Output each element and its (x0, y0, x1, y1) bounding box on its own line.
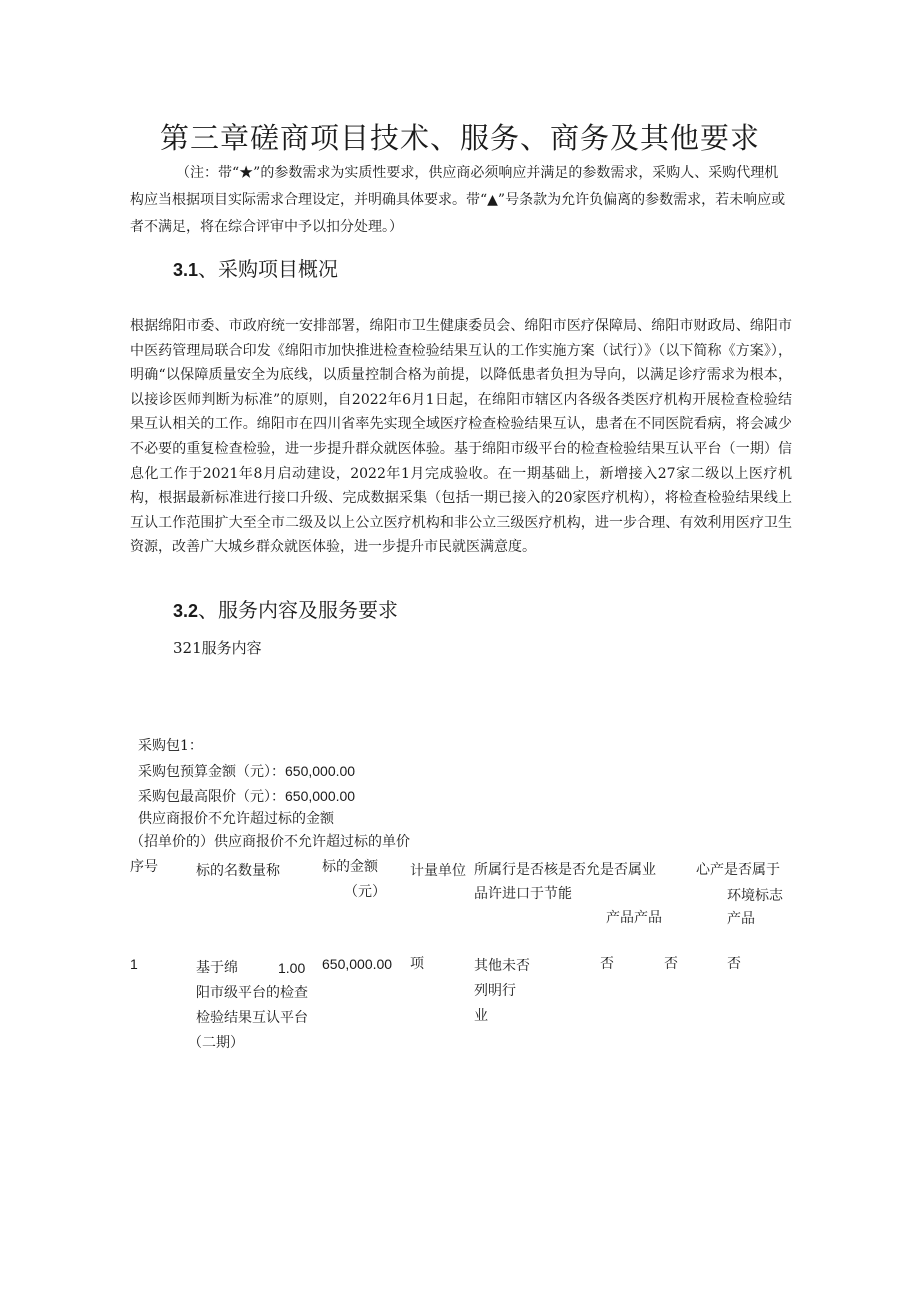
header-amount-unit: （元） (344, 884, 386, 900)
package-max-price (138, 786, 355, 806)
requirements-note: （注：带“★”的参数需求为实质性要求，供应商必须响应并满足的参数需求，采购人、采购代理机构应当根据项目实际需求合理设定，并明确具体要求。带“▲”号条款为允许负偏离的参数需求，若未响应或者不满足，将在综合评审中予以扣分处理。） (130, 165, 786, 235)
budget-value: 650,000.00 (285, 763, 356, 779)
header-seq: 序号 (130, 859, 158, 875)
header-name-qty: 标的名数量称 (196, 863, 280, 879)
header-env-3: 产品 (727, 911, 755, 927)
row-industry-1: 其他未否 (474, 958, 530, 974)
header-attributes-2: 品许进口于节能 (474, 886, 572, 902)
page-title: 第三章磋商项目技术、服务、商务及其他要求 (159, 121, 760, 155)
subsection-heading: 321服务内容 (173, 639, 262, 657)
header-amount: 标的金额 (322, 859, 378, 875)
header-attributes-3: 产品产品 (606, 910, 662, 926)
section-heading-3-1 (173, 253, 338, 282)
row-name-line-2: 阳市级平台的检查 (196, 985, 308, 1001)
row-name-line-1: 基于绵 (196, 960, 238, 976)
package-budget (138, 761, 355, 781)
package-label: 采购包1： (138, 738, 203, 754)
package-rule-unit: （招单价的）供应商报价不允许超过标的单价 (130, 834, 410, 850)
row-col-c: 否 (727, 956, 741, 972)
row-quantity: 1.00 (278, 960, 306, 976)
row-industry-3: 业 (474, 1008, 488, 1024)
max-price-value: 650,000.00 (285, 788, 356, 804)
row-name-line-4: （二期） (188, 1035, 244, 1051)
overview-paragraph: 根据绵阳市委、市政府统一安排部署，绵阳市卫生健康委员会、绵阳市医疗保障局、绵阳市财政局、绵阳市中医药管理局联合印发《绵阳市加快推进检查检验结果互认的工作实施方案（试行）》（以下简称《方案》），明确“以保障质量安全为底线，以质量控制合格为前提，以降低患者负担为导向，以满足诊疗需求为根本，以接诊医师判断为标准”的原则，自2022年6月1日起，在绵阳市辖区内各级各类医疗机构开展检查检验结果互认相关的工作。绵阳市在四川省率先实现全域医疗检查检验结果互认，患者在不同医院看病，将会减少不必要的重复检查检验，进一步提升群众就医体验。基于绵阳市级平台的检查检验结果互认平台（一期）信息化工作于2021年8月启动建设，2022年1月完成验收。在一期基础上，新增接入27家二级以上医疗机构，根据最新标准进行接口升级、完成数据采集（包括一期已接入的20家医疗机构），将检查检验结果线上互认工作范围扩大至全市二级及以上公立医疗机构和非公立三级医疗机构，进一步合理、有效利用医疗卫生资源，改善广大城乡群众就医体验，进一步提升市民就医满意度。 (130, 318, 792, 556)
header-env-1: 心产是否属于 (696, 862, 780, 878)
row-col-a: 否 (600, 956, 614, 972)
header-env-2: 环境标志 (727, 888, 783, 904)
header-unit: 计量单位 (410, 863, 466, 879)
row-name-line-3: 检验结果互认平台 (196, 1010, 308, 1026)
max-price-label: 采购包最高限价（元）： (138, 789, 285, 805)
section-number: 3.1 (173, 260, 199, 280)
package-rule-total: 供应商报价不允许超过标的金额 (138, 811, 334, 827)
row-seq: 1 (130, 956, 138, 972)
row-industry-2: 列明行 (474, 983, 516, 999)
row-col-b: 否 (664, 956, 678, 972)
budget-label: 采购包预算金额（元）： (138, 764, 285, 780)
row-amount: 650,000.00 (322, 956, 393, 972)
header-attributes-1: 所属行是否核是否允是否属业 (474, 862, 656, 878)
section-title: 、服务内容及服务要求 (198, 598, 399, 622)
section-heading-3-2 (173, 594, 398, 623)
section-title: 、采购项目概况 (198, 257, 339, 281)
row-unit: 项 (410, 956, 424, 972)
section-number: 3.2 (173, 601, 199, 621)
